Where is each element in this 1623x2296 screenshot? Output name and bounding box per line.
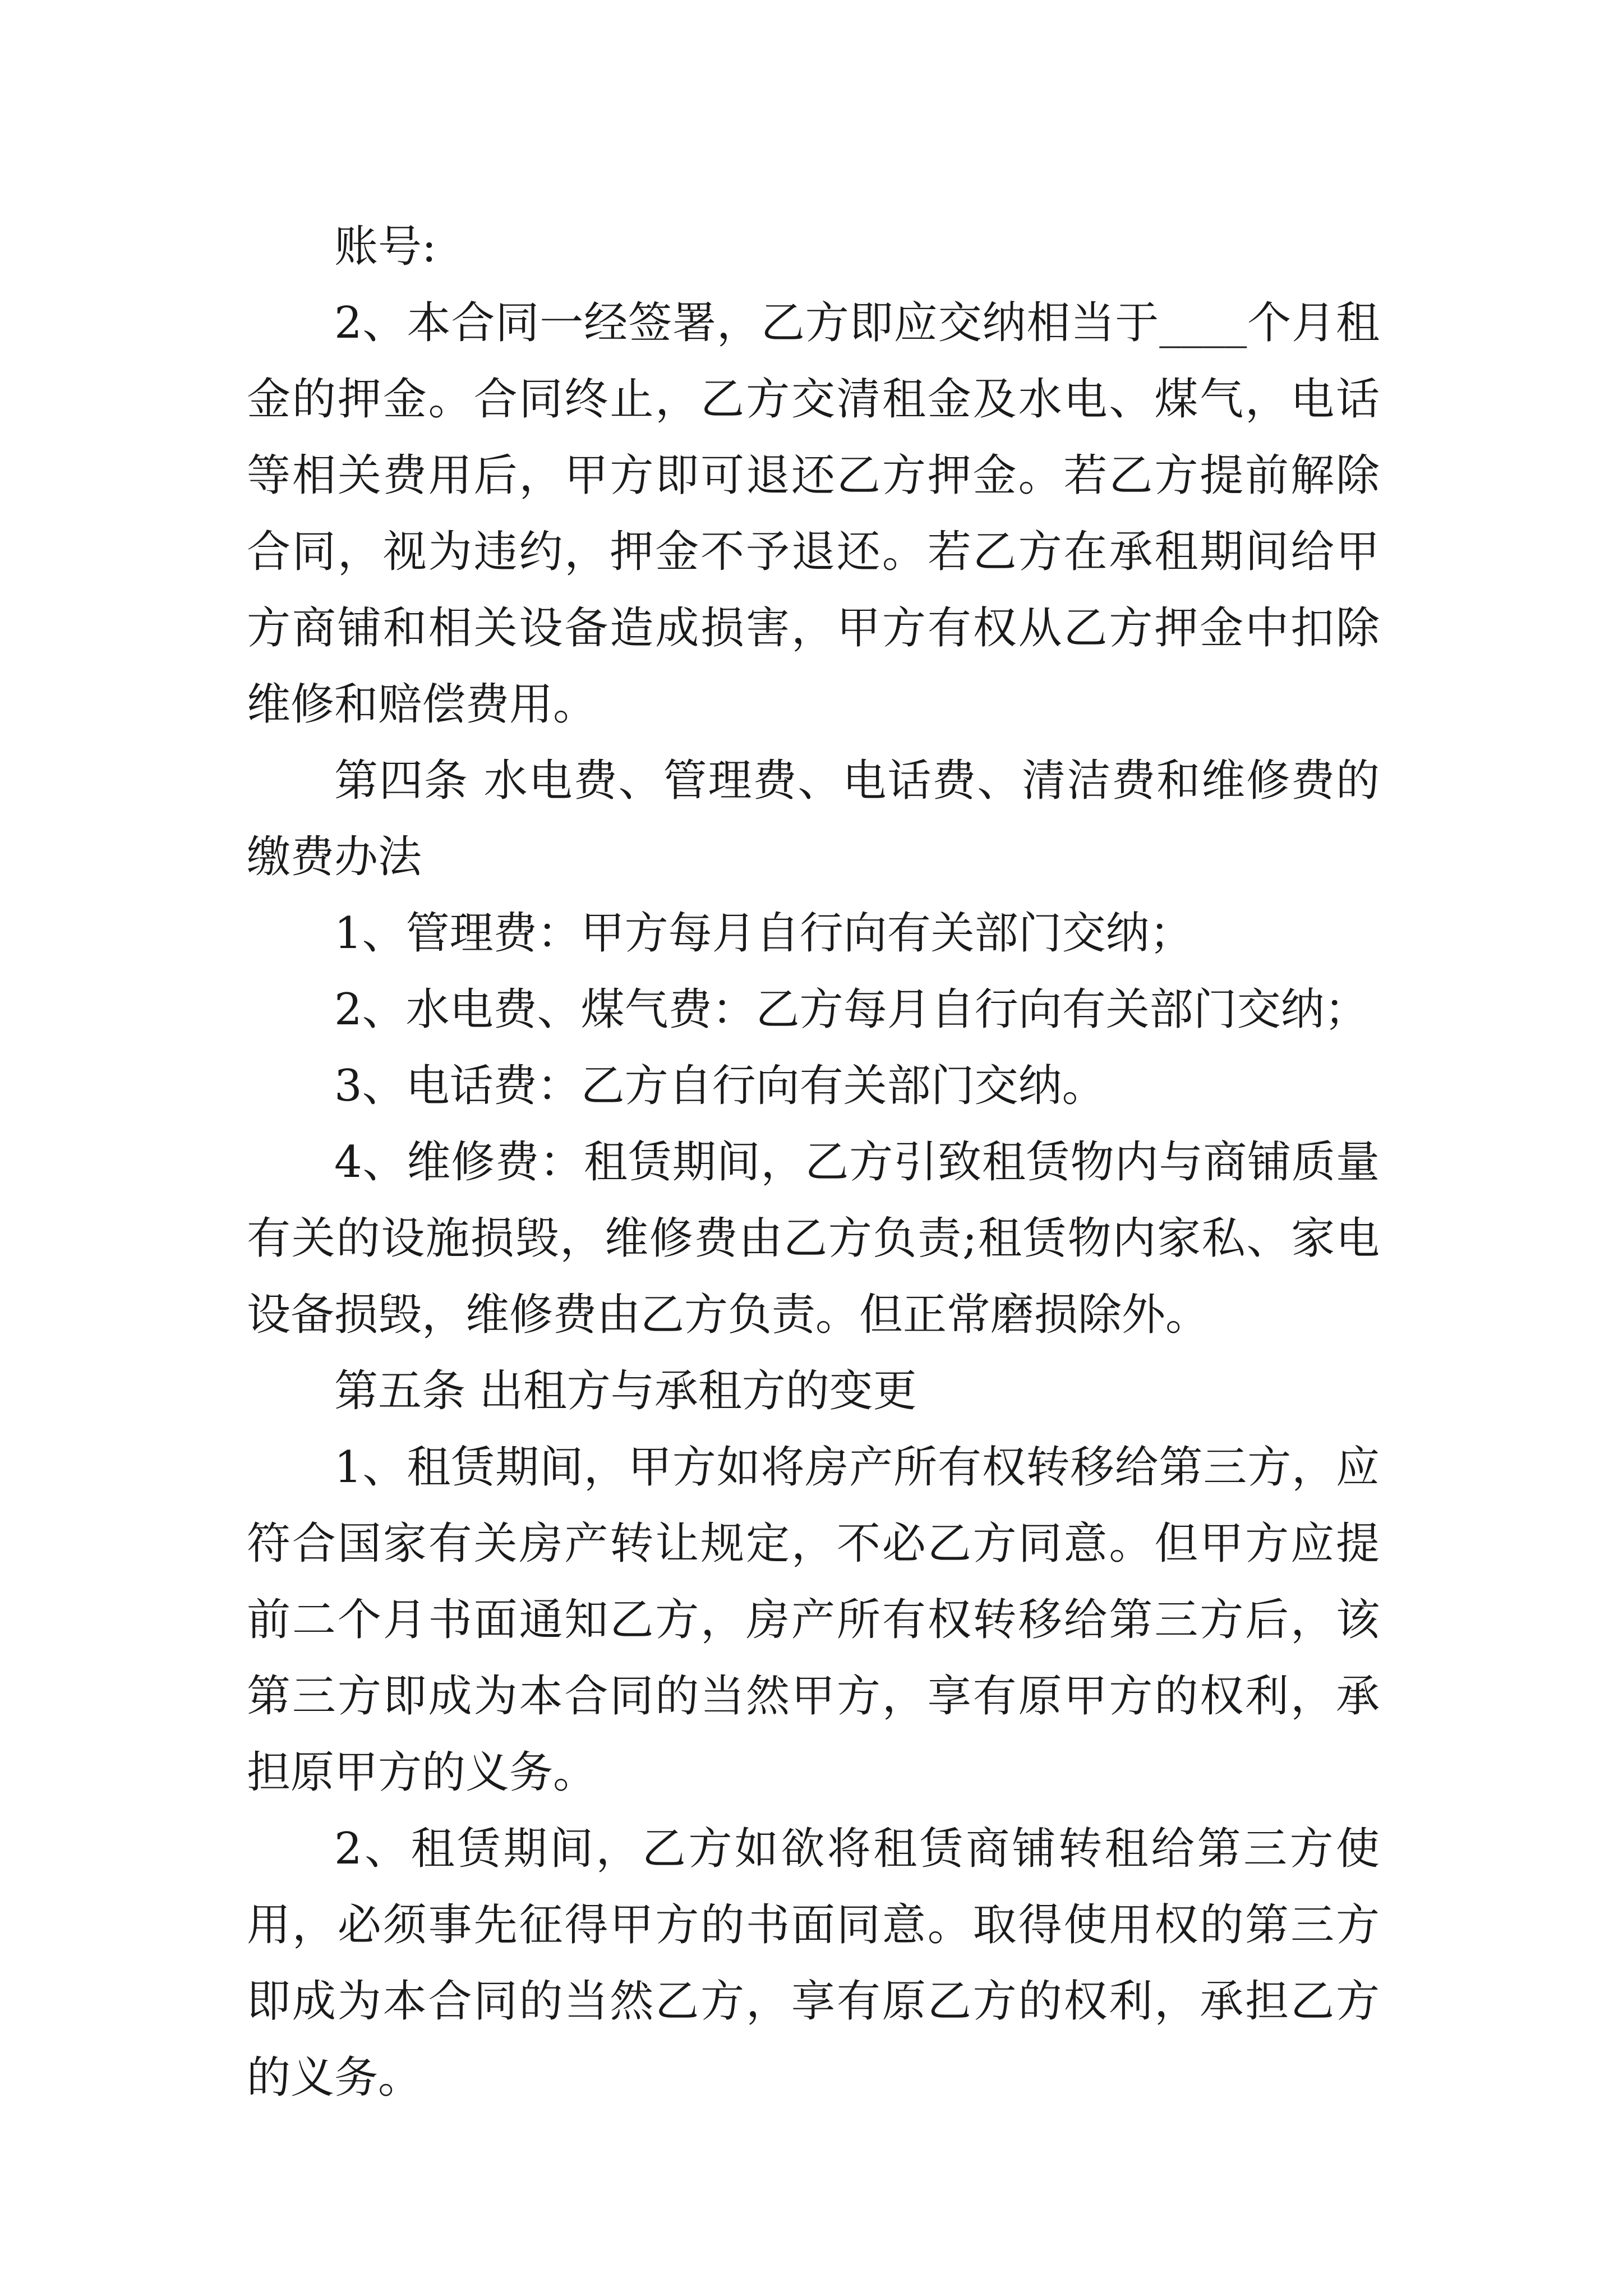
account-number-line: 账号: <box>334 222 437 272</box>
article-5-heading: 第五条 出租方与承租方的变更 <box>334 1366 917 1416</box>
article-4-heading: 第四条 水电费、管理费、电话费、清洁费和维修费的缴费办法 <box>247 756 1380 882</box>
article-4-item-4: 4、维修费：租赁期间，乙方引致租赁物内与商铺质量有关的设施损毁，维修费由乙方负责;租赁物内家私、家电设备损毁，维修费由乙方负责。但正常磨损除外。 <box>247 1137 1380 1340</box>
article-4-item-1: 1、管理费：甲方每月自行向有关部门交纳； <box>334 908 1193 959</box>
article-4-item-3: 3、电话费：乙方自行向有关部门交纳。 <box>334 1061 1106 1111</box>
clause-3-item-2-deposit: 2、本合同一经签署，乙方即应交纳相当于____个月租金的押金。合同终止，乙方交清租金及水电、煤气，电话等相关费用后，甲方即可退还乙方押金。若乙方提前解除合同，视为违约，押金不予退还。若乙方在承租期间给甲方商铺和相关设备造成损害，甲方有权从乙方押金中扣除维修和赔偿费用。 <box>247 298 1380 730</box>
contract-body <box>247 209 1380 2116</box>
article-4-item-2: 2、水电费、煤气费：乙方每月自行向有关部门交纳； <box>334 984 1368 1035</box>
article-5-item-1: 1、租赁期间，甲方如将房产所有权转移给第三方，应符合国家有关房产转让规定，不必乙方同意。但甲方应提前二个月书面通知乙方，房产所有权转移给第三方后，该第三方即成为本合同的当然甲方，享有原甲方的权利，承担原甲方的义务。 <box>247 1442 1380 1798</box>
article-5-item-2: 2、租赁期间，乙方如欲将租赁商铺转租给第三方使用，必须事先征得甲方的书面同意。取得使用权的第三方即成为本合同的当然乙方，享有原乙方的权利，承担乙方的义务。 <box>247 1824 1380 2103</box>
